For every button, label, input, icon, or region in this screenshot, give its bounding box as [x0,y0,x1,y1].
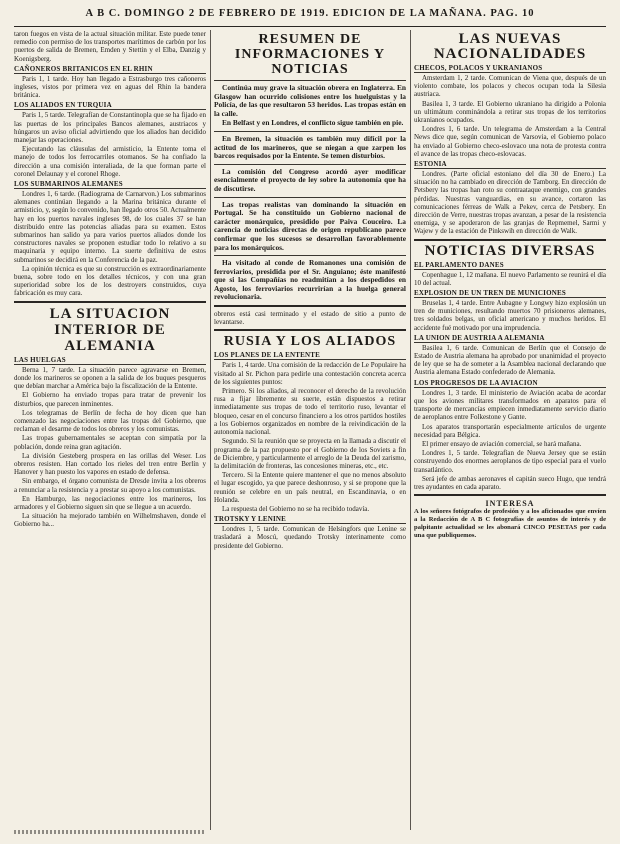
article-text: Tercero. Si la Entente quiere mantener el que no menos absoluto el lugar escogido, ya que parece deshonroso, y si se propone que la reunión se celebre en un país neutral, en Escandinavia, o en Holanda. [214,471,406,504]
headline-nacionalidades: LAS NUEVAS NACIONALIDADES [433,31,587,62]
notice-text: A los señores fotógrafos de profesión y a los aficionados que envíen a la Redacción de A B C fotografías de asuntos de interés y de palpitante actualidad se les abonará CINCO PESETAS por cada una que publiquemos. [414,508,606,539]
article-text: Segundo. Si la reunión que se proyecta en la llamada a discutir el programa de la paz propuesto por el Gobierno de los Soviets a fin de Diciembre, y particularmente el arreglo de la Deuda del zarismo, la delimitación de fronteras, las concesiones mineras, etc., etc. [214,437,406,470]
headline-resumen: RESUMEN DE INFORMACIONES Y NOTICIAS [234,32,386,77]
article-text: Londres 1, 5 tarde. Comunican de Helsingfors que Lenine se trasladará a Moscú, quedando Trotsky interinamente como presidente del Gobierno. [214,525,406,550]
article-text: Londres. (Parte oficial estoniano del día 30 de Enero.) La situación no ha cambiado en dirección de Tamborg. En dirección de Petsbery las tropas han roto su contraataque enemigo, con grandes pérdidas. Nuestras vanguardias, en su avance, cortaron las comunicaciones férreas de Walk a Pekev, cerca de Petsbery. En dirección de Verre, nuestras tropas avanzan, a pesar de la resistencia enemiga, y se apoderaron de las granjas de Repmemel, Sarmi y Wajew y de la estación de Pinkswih en dirección de Walk. [414,170,606,236]
section-heading: LOS PLANES DE LA ENTENTE [214,351,406,360]
article-text: Basilea 1, 3 tarde. El Gobierno ukraniano ha dirigido a Polonia un ultimátum conminándola a retirar sus tropas de los territorios ukranianos ocupados. [414,99,606,125]
summary-text: La comisión del Congreso acordó ayer modificar esencialmente el proyecto de ley sobre la autonomía que ha de discutirse. [214,166,406,193]
column-3 [414,30,606,830]
article-text: taron fuegos en vista de la actual situación militar. Este puede tener remedio con permiso de los transportes marítimos de carbón por los puertos de salida de Bremen, Emden y Stettin y el Elba, Danzig y Koenigsberg. [14,30,206,63]
article-text: Será jefe de ambas aeronaves el capitán sueco Hugo, que tendrá tres ayudantes en cada aparato. [414,474,606,491]
section-heading: EXPLOSION DE UN TREN DE MUNICIONES [414,289,606,298]
section-heading: LOS SUBMARINOS ALEMANES [14,180,206,189]
divider [214,197,406,198]
article-text: El Gobierno ha enviado tropas para tratar de prevenir los disturbios, que parecen inminentes. [14,391,206,408]
divider [414,239,606,241]
divider [214,164,406,165]
column-1 [14,30,206,830]
summary-text: En Belfast y en Londres, el conflicto sigue también en pie. [222,118,404,128]
divider [414,494,606,496]
masthead: A B C. DOMINGO 2 DE FEBRERO DE 1919. EDICION DE LA MAÑANA. PAG. 10 [85,8,535,19]
article-text: Copenhague 1, 12 mañana. El nuevo Parlamento se reunirá el día 10 del actual. [414,270,606,287]
section-heading: LAS HUELGAS [14,356,206,365]
divider [214,131,406,132]
article-text: La opinión técnica es que su construcción es extraordinariamente buena, sobre todo en los detalles técnicos, y con una gran superioridad sobre los de los destroyers construidos, cuya fabricación es muy cara. [14,264,206,298]
article-text: Paris 1, 5 tarde. Telegrafían de Constantinopla que se ha fijado en las puertas de los principales Bancos alemanes, austriacos y húngaros un aviso oficial advirtiendo que los aliados han decidido manejar las operaciones. [14,111,206,145]
headline-noticias-diversas: NOTICIAS DIVERSAS [424,242,596,259]
article-text: Londres 1, 3 tarde. El ministerio de Aviación acaba de acordar que los aviones militares transformados en aparatos para el transporte de mercancías empiecen inmediatamente servicio diario de aeroplanos entre Folkestone y Gante. [414,388,606,422]
article-text: Paris 1, 1 tarde. Hoy han llegado a Estrasburgo tres cañoneros ingleses, vistos por primera vez en aguas del Rhin la bandera británica. [14,74,206,100]
section-heading: ESTONIA [414,160,606,169]
divider [214,305,406,307]
article-text: Londres 1, 6 tarde. Un telegrama de Amsterdam a la Central News dice que, según comunican de Varsovia, el Gobierno polaco ha enviado al Gobierno checo-eslovaco una nota de protesta contra el avance de las tropas checo-eslovacas. [414,125,606,158]
footer-print-mark [14,830,204,834]
article-text: Londres 1, 6 tarde. (Radiograma de Carnarvon.) Los submarinos alemanes continúan llegando a la Marina británica durante el armisticio, y, según lo convenido, han llegado otros 50. Actualmente hay en los puertos navales ingleses 98, de los cuales 37 se han distribuido entre las potencias aliadas para su examen. Estos submarinos han salido ya para varios puertos aliados donde los constructores navales se proponen estudiar todo lo relativo a su maquinaria y equipo interno. La suerte definitiva de estos submarinos se decidirá en la Conferencia de la paz. [14,190,206,264]
divider [214,255,406,256]
article-text: En Hamburgo, las negociaciones entre los marineros, los armadores y el Gobierno siguen sin que se llegue a un acuerdo. [14,494,206,511]
article-text: Sin embargo, el órgano comunista de Dresde invita a los obreros a renunciar a la resistencia y a prestar su apoyo a los comunistas. [14,477,206,494]
divider [214,329,406,331]
summary-text: Las tropas realistas van dominando la situación en Portugal. Se ha constituido un Gobierno nacional de carácter monárquico, presidido por Paiva Couceiro. La carencia de noticias directas de origen republicano parece confirmar que los sucesos se desarrollan favorablemente para los monárquicos. [214,199,406,252]
summary-text: Continúa muy grave la situación obrera en Inglaterra. En Glasgow han ocurrido colisiones entre los huelguistas y la Policía, de las que resultaron 53 heridos. Las tropas están en la calle. [214,83,406,118]
summary-text: Ha visitado al conde de Romanones una comisión de ferroviarios, presidida por el Sr. Anguiano; éste manifestó que si las Compañías no readmitían a los despedidos en Agosto, los ferroviarios recurrirían a la huelga general revolucionaria. [214,258,406,302]
article-text: Londres 1, 5 tarde. Telegrafían de Nueva Jersey que se están construyendo dos enormes aeroplanos de tipo especial para el vuelo transatlántico. [414,449,606,474]
article-text: Los aparatos transportarán especialmente artículos de urgente necesidad para Bélgica. [414,422,606,439]
article-text: Ejecutando las cláusulas del armisticio, la Entente toma el manejo de todos los ferrocarriles otomanos. Se ha confiado la dirección a una comisión interaliada, de la que forman parte el coronel Delaunay y el coronel Rhoge. [14,145,206,178]
article-text: El primer ensayo de aviación comercial, se hará mañana. [422,439,582,448]
article-text: Amsterdam 1, 2 tarde. Comunican de Viena que, después de un violento combate, los polacos y checos ocupan toda la Silesia austriaca. [414,74,606,99]
article-text: Los telegramas de Berlín de fecha de hoy dicen que han comenzado las negociaciones entre las tropas del Gobierno, que reclaman el desarme de todos los obreros y los comunistas. [14,408,206,434]
section-heading: TROTSKY Y LENINE [214,515,406,524]
newspaper-page [14,8,606,836]
article-text: Basilea 1, 6 tarde. Comunican de Berlín que el Consejo de Estado de Austria alemana ha aprobado por unanimidad el proyecto de ley que se ha de someter a la Asamblea nacional declarando que Austria alemana Estado confederado de Alemania. [414,343,606,377]
article-text: La división Gesteberg prospera en las orillas del Weser. Los obreros resisten. Han cortado los rieles del tren entre Berlín y Hanover y han puesto los vapores en estado de defensa. [14,451,206,477]
section-heading: CHECOS, POLACOS Y UKRANIANOS [414,64,606,73]
article-text: obreros está casi terminado y el estado de sitio a punto de levantarse. [214,310,406,327]
article-text: Las tropas gubernamentales se aceptan con simpatía por la población, donde reina gran agitación. [14,434,206,451]
masthead-rule [14,26,606,27]
divider [214,80,406,81]
divider [14,301,206,303]
article-text: Paris 1, 4 tarde. Una comisión de la redacción de Le Populaire ha visitado al Sr. Pichon para pedirle una contestación concreta acerca de los siguientes puntos: [214,361,406,386]
article-text: Primero. Si los aliados, al reconocer el derecho de la revolución rusa a fijar libremente su suerte, están dispuestos a retirar inmediatamente sus tropas de todo el territorio ruso, levantar el bloqueo, cesar en el concurso financiero a los otros partidos hostiles a los Gobiernos organizados en nombre de la reivindicación de la autonomía nacional. [214,387,406,437]
section-heading: LOS PROGRESOS DE LA AVIACION [414,379,606,388]
notice-title: INTERESA [485,499,535,509]
article-text: La situación ha mejorado también en Wilhelmshaven, donde el Gobierno ha... [14,512,206,529]
column-divider [210,30,211,830]
article-text: Bruselas 1, 4 tarde. Entre Aubagne y Longwy hizo explosión un tren de municiones, resultando muertos 70 prisioneros alemanes, tres soldados belgas, un oficial americano y muchos heridos. El accidente fué motivado por una imprudencia. [414,299,606,332]
section-heading: EL PARLAMENTO DANES [414,261,606,270]
column-2 [214,30,406,830]
section-heading: LA UNION DE AUSTRIA A ALEMANIA [414,334,606,343]
article-text: Berna 1, 7 tarde. La situación parece agravarse en Bremen, donde los marineros se oponen a la salida de los buques pesqueros que debían marchar a América bajo la fiscalización de la Entente. [14,365,206,391]
summary-text: En Bremen, la situación es también muy difícil por la actitud de los marineros, que se niegan a que zarpen los barcos requisados por la Entente. Se temen disturbios. [214,133,406,161]
headline-rusia: RUSIA Y LOS ALIADOS [223,334,397,350]
column-divider [410,30,411,830]
section-heading: CAÑONEROS BRITANICOS EN EL RHIN [14,65,206,74]
section-heading: LOS ALIADOS EN TURQUIA [14,101,206,110]
headline-alemania: LA SITUACION INTERIOR DE ALEMANIA [49,305,171,354]
article-text: La respuesta del Gobierno no se ha recibido todavía. [222,504,370,513]
